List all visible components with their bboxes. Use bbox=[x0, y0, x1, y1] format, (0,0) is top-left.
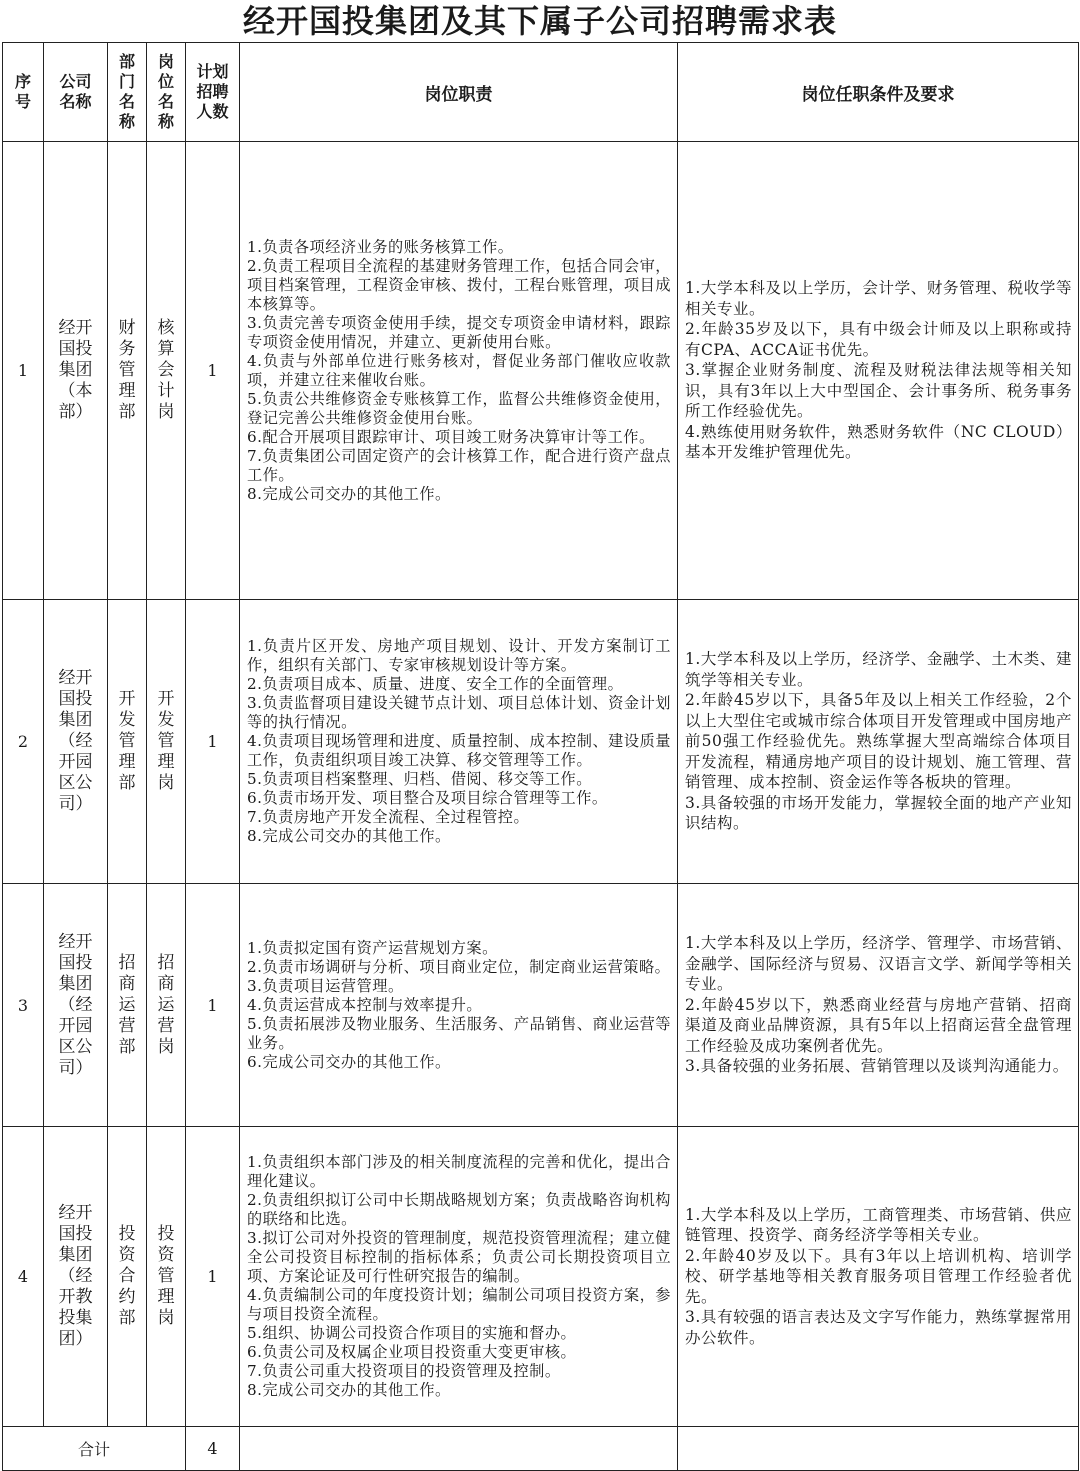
total-count: 4 bbox=[186, 1427, 240, 1471]
cell-post bbox=[147, 1127, 186, 1427]
requirement-item: 1.大学本科及以上学历，经济学、管理学、市场营销、金融学、国际经济与贸易、汉语言文学、新闻学等相关专业。 bbox=[685, 934, 1072, 994]
total-label: 合计 bbox=[3, 1427, 186, 1471]
table-row bbox=[3, 142, 1079, 600]
cell-company bbox=[44, 600, 108, 884]
duty-item: 5.负责公共维修资金专账核算工作，监督公共维修资金使用，登记完善公共维修资金使用台账。 bbox=[247, 389, 671, 427]
total-empty-requirements bbox=[678, 1427, 1079, 1471]
cell-requirements bbox=[678, 600, 1079, 884]
cell-requirements bbox=[678, 142, 1079, 600]
cell-duties bbox=[240, 142, 678, 600]
dept-text: 财务管理部 bbox=[118, 318, 136, 422]
cell-seq: 1 bbox=[3, 142, 44, 600]
cell-count: 1 bbox=[186, 884, 240, 1127]
requirement-item: 3.掌握企业财务制度、流程及财税法律法规等相关知识，具有3年以上大中型国企、会计事务所、税务事务所工作经验优先。 bbox=[685, 361, 1072, 421]
requirement-item: 2.年龄40岁及以下。具有3年以上培训机构、培训学校、研学基地等相关教育服务项目管理工作经验者优先。 bbox=[685, 1246, 1072, 1306]
cell-dept bbox=[108, 884, 147, 1127]
total-row bbox=[3, 1427, 1079, 1471]
header-count: 计划招聘人数 bbox=[186, 43, 240, 142]
company-text: 经开国投集团（经开园区公司） bbox=[58, 931, 93, 1078]
cell-duties bbox=[240, 1127, 678, 1427]
post-text: 开发管理岗 bbox=[157, 689, 175, 793]
cell-company bbox=[44, 1127, 108, 1427]
cell-count: 1 bbox=[186, 142, 240, 600]
company-text: 经开国投集团（经开教投集团） bbox=[58, 1203, 93, 1349]
duty-item: 7.负责房地产开发全流程、全过程管控。 bbox=[247, 808, 530, 826]
post-text: 核算会计岗 bbox=[157, 318, 175, 422]
table-row bbox=[3, 600, 1079, 884]
cell-duties bbox=[240, 600, 678, 884]
header-post: 岗位名称 bbox=[147, 43, 186, 142]
duty-item: 4.负责项目现场管理和进度、质量控制、成本控制、建设质量工作，负责组织项目竣工决算、移交管理等工作。 bbox=[247, 732, 671, 769]
company-text: 经开国投集团（本部） bbox=[58, 318, 93, 422]
cell-post bbox=[147, 600, 186, 884]
post-text: 投资管理岗 bbox=[157, 1224, 175, 1328]
cell-duties bbox=[240, 884, 678, 1127]
dept-text: 招商运营部 bbox=[118, 952, 136, 1057]
recruitment-table bbox=[2, 42, 1079, 1471]
total-empty-duties bbox=[240, 1427, 678, 1471]
cell-post bbox=[147, 142, 186, 600]
dept-text: 开发管理部 bbox=[118, 689, 136, 793]
duty-item: 2.负责组织拟订公司中长期战略规划方案；负责战略咨询机构的联络和比选。 bbox=[247, 1191, 671, 1228]
cell-post bbox=[147, 884, 186, 1127]
duty-item: 3.负责项目运营管理。 bbox=[247, 976, 404, 995]
duty-item: 3.负责完善专项资金使用手续，提交专项资金申请材料，跟踪专项资金使用情况，并建立、更新使用台账。 bbox=[247, 313, 671, 351]
cell-count: 1 bbox=[186, 600, 240, 884]
header-seq: 序号 bbox=[3, 43, 44, 142]
cell-dept bbox=[108, 600, 147, 884]
duty-item: 2.负责项目成本、质量、进度、安全工作的全面管理。 bbox=[247, 675, 624, 693]
requirement-item: 3.具备较强的业务拓展、营销管理以及谈判沟通能力。 bbox=[685, 1057, 1069, 1076]
cell-dept bbox=[108, 1127, 147, 1427]
duty-item: 1.负责各项经济业务的账务核算工作。 bbox=[247, 237, 514, 256]
duty-item: 1.负责拟定国有资产运营规划方案。 bbox=[247, 938, 498, 957]
duty-item: 8.完成公司交办的其他工作。 bbox=[247, 484, 451, 503]
requirement-item: 1.大学本科及以上学历，工商管理类、市场营销、供应链管理、投资学、商务经济学等相关专业。 bbox=[685, 1205, 1072, 1245]
requirement-item: 1.大学本科及以上学历，经济学、金融学、土木类、建筑学等相关专业。 bbox=[685, 650, 1072, 689]
table-row bbox=[3, 884, 1079, 1127]
requirement-item: 3.具备较强的市场开发能力，掌握较全面的地产产业知识结构。 bbox=[685, 793, 1072, 833]
cell-requirements bbox=[678, 1127, 1079, 1427]
duty-item: 5.负责拓展涉及物业服务、生活服务、产品销售、商业运营等业务。 bbox=[247, 1014, 671, 1052]
duty-item: 1.负责片区开发、房地产项目规划、设计、开发方案制订工作，组织有关部门、专家审核规划设计等方案。 bbox=[247, 637, 671, 674]
post-text: 招商运营岗 bbox=[157, 952, 175, 1057]
duty-item: 3.拟订公司对外投资的管理制度，规范投资管理流程；建立健全公司投资目标控制的指标体系；负责公司长期投资项目立项、方案论证及可行性研究报告的编制。 bbox=[247, 1229, 671, 1285]
cell-dept bbox=[108, 142, 147, 600]
duty-item: 5.负责项目档案整理、归档、借阅、移交等工作。 bbox=[247, 770, 592, 788]
header-duties: 岗位职责 bbox=[240, 43, 678, 142]
duty-item: 6.完成公司交办的其他工作。 bbox=[247, 1052, 451, 1071]
requirement-item: 1.大学本科及以上学历，会计学、财务管理、税收学等相关专业。 bbox=[685, 279, 1072, 318]
requirement-item: 2.年龄45岁以下，熟悉商业经营与房地产营销、招商渠道及商业品牌资源，具有5年以上招商运营全盘管理工作经验及成功案例者优先。 bbox=[685, 995, 1072, 1055]
table-row bbox=[3, 1127, 1079, 1427]
duty-item: 4.负责编制公司的年度投资计划；编制公司项目投资方案，参与项目投资全流程。 bbox=[247, 1286, 671, 1323]
header-dept: 部门名称 bbox=[108, 43, 147, 142]
cell-company bbox=[44, 142, 108, 600]
duty-item: 4.负责与外部单位进行账务核对，督促业务部门催收应收款项，并建立往来催收台账。 bbox=[247, 351, 671, 389]
duty-item: 7.负责集团公司固定资产的会计核算工作，配合进行资产盘点工作。 bbox=[247, 446, 671, 484]
header-requirements: 岗位任职条件及要求 bbox=[678, 43, 1079, 142]
duty-item: 6.负责市场开发、项目整合及项目综合管理等工作。 bbox=[247, 789, 608, 807]
company-text: 经开国投集团（经开园区公司） bbox=[58, 668, 93, 814]
cell-company bbox=[44, 884, 108, 1127]
cell-seq: 4 bbox=[3, 1127, 44, 1427]
requirement-item: 2.年龄45岁以下，具备5年及以上相关工作经验，2个以上大型住宅或城市综合体项目开发管理或中国房地产前50强工作经验优先。熟练掌握大型高端综合体项目开发流程，精通房地产项目的设计规划、施工管理、营销管理、成本控制、资金运作等各板块的管理。 bbox=[685, 691, 1072, 792]
cell-requirements bbox=[678, 884, 1079, 1127]
duty-item: 6.配合开展项目跟踪审计、项目竣工财务决算审计等工作。 bbox=[247, 427, 655, 446]
duty-item: 5.组织、协调公司投资合作项目的实施和督办。 bbox=[247, 1324, 577, 1342]
duty-item: 8.完成公司交办的其他工作。 bbox=[247, 827, 451, 845]
duty-item: 2.负责工程项目全流程的基建财务管理工作，包括合同会审，项目档案管理，工程资金审核、拨付，工程台账管理，项目成本核算等。 bbox=[247, 256, 671, 313]
duty-item: 1.负责组织本部门涉及的相关制度流程的完善和优化，提出合理化建议。 bbox=[247, 1153, 671, 1190]
requirement-item: 3.具有较强的语言表达及文字写作能力，熟练掌握常用办公软件。 bbox=[685, 1308, 1072, 1347]
duty-item: 8.完成公司交办的其他工作。 bbox=[247, 1381, 451, 1399]
page-title: 经开国投集团及其下属子公司招聘需求表 bbox=[242, 2, 837, 40]
cell-seq: 2 bbox=[3, 600, 44, 884]
requirement-item: 4.熟练使用财务软件，熟悉财务软件（NC CLOUD）基本开发维护管理优先。 bbox=[685, 422, 1072, 462]
dept-text: 投资合约部 bbox=[118, 1224, 136, 1328]
cell-count: 1 bbox=[186, 1127, 240, 1427]
duty-item: 2.负责市场调研与分析、项目商业定位，制定商业运营策略。 bbox=[247, 957, 671, 976]
duty-item: 6.负责公司及权属企业项目投资重大变更审核。 bbox=[247, 1343, 577, 1361]
requirement-item: 2.年龄35岁及以下，具有中级会计师及以上职称或持有CPA、ACCA证书优先。 bbox=[685, 320, 1072, 359]
duty-item: 3.负责监督项目建设关键节点计划、项目总体计划、资金计划等的执行情况。 bbox=[247, 694, 671, 731]
duty-item: 4.负责运营成本控制与效率提升。 bbox=[247, 995, 483, 1014]
header-row bbox=[3, 43, 1079, 142]
header-company: 公司名称 bbox=[44, 43, 108, 142]
cell-seq: 3 bbox=[3, 884, 44, 1127]
duty-item: 7.负责公司重大投资项目的投资管理及控制。 bbox=[247, 1362, 561, 1380]
